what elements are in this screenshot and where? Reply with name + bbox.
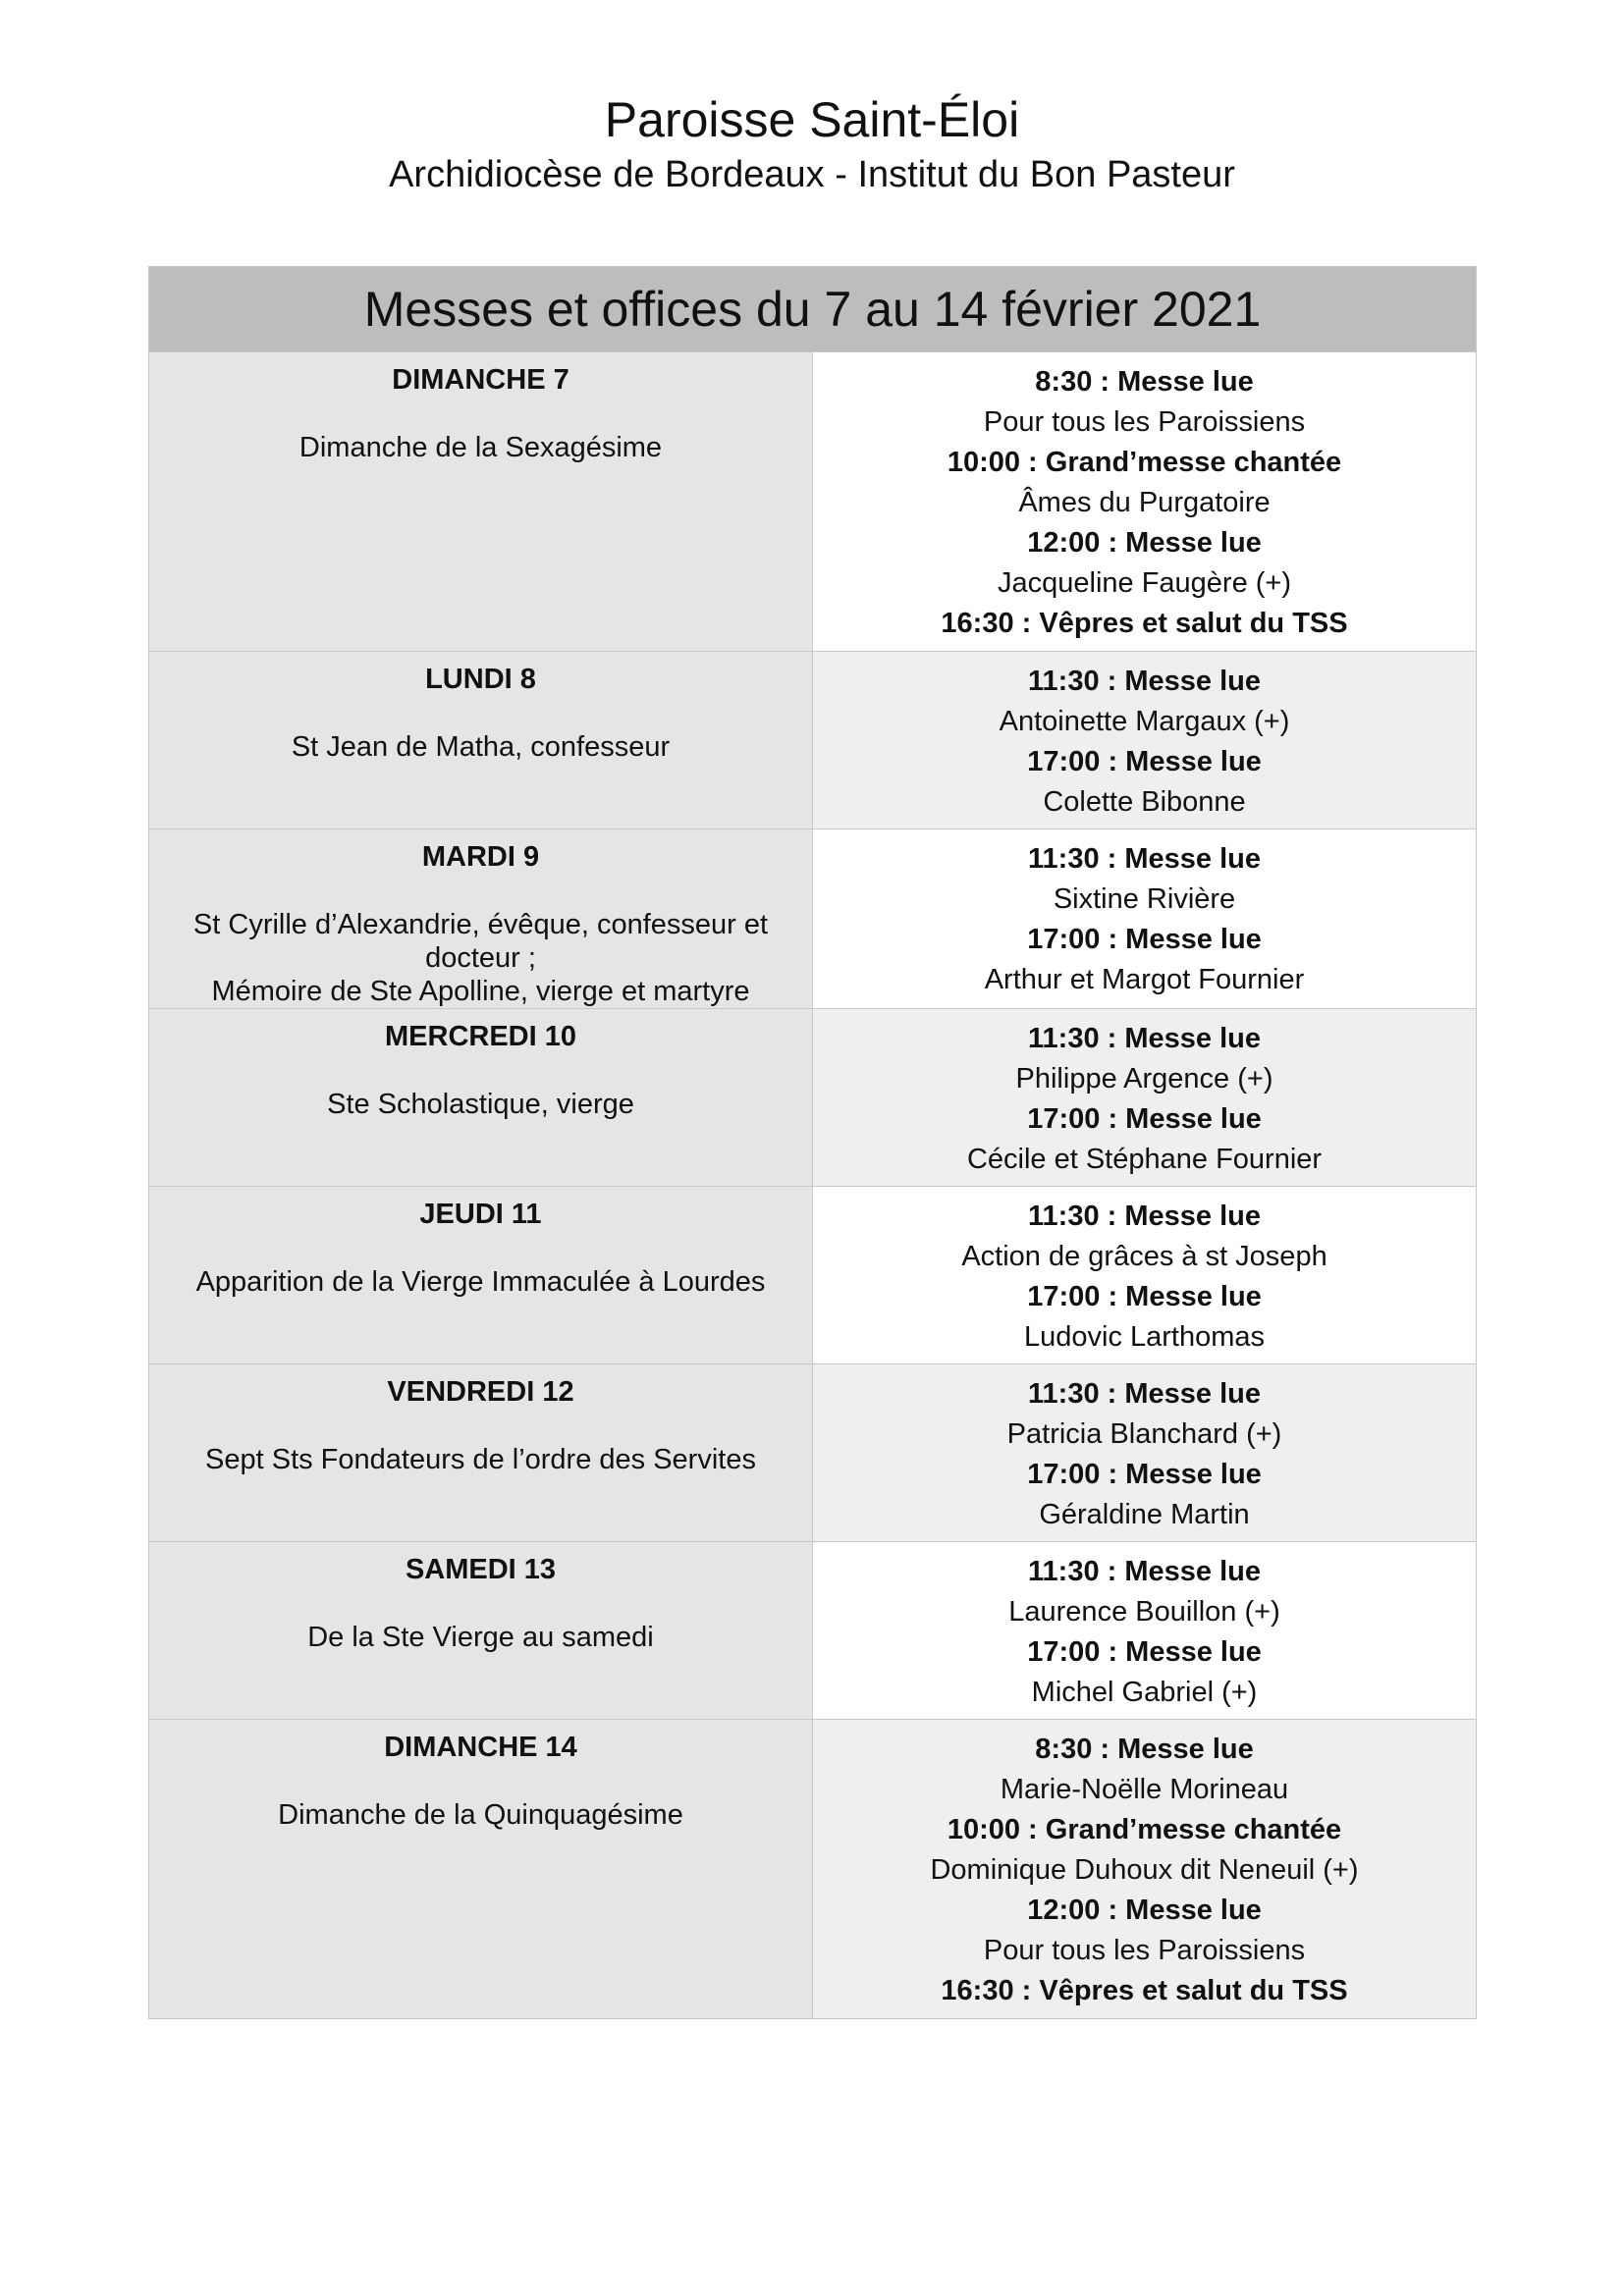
document-header [0, 90, 1624, 198]
mass-time: 12:00 : Messe lue [1027, 527, 1262, 559]
day-cell [149, 1542, 813, 1720]
day-name: MERCREDI 10 [385, 1021, 576, 1052]
mass-cell [813, 1364, 1477, 1542]
mass-time: 8:30 : Messe lue [1035, 1734, 1254, 1765]
mass-intention: Michel Gabriel (+) [1031, 1677, 1258, 1708]
table-row [149, 1720, 1477, 2019]
mass-time: 17:00 : Messe lue [1027, 1281, 1262, 1312]
mass-cell [813, 1542, 1477, 1720]
mass-intention: Dominique Duhoux dit Neneuil (+) [930, 1854, 1359, 1886]
table-heading-row [149, 267, 1477, 352]
mass-cell [813, 1009, 1477, 1187]
day-cell [149, 652, 813, 829]
day-name: VENDREDI 12 [387, 1376, 574, 1408]
day-cell [149, 1009, 813, 1187]
mass-time: 11:30 : Messe lue [1028, 843, 1261, 875]
feast-name: St Jean de Matha, confesseur [291, 731, 671, 763]
mass-time: 11:30 : Messe lue [1028, 1556, 1261, 1587]
table-row [149, 1187, 1477, 1364]
mass-intention: Cécile et Stéphane Fournier [966, 1144, 1323, 1175]
mass-intention: Action de grâces à st Joseph [961, 1241, 1327, 1272]
mass-intention: Colette Bibonne [1043, 786, 1246, 818]
day-name: MARDI 9 [421, 841, 540, 873]
mass-intention: Géraldine Martin [1039, 1499, 1250, 1530]
mass-cell [813, 829, 1477, 1009]
mass-time: 11:30 : Messe lue [1028, 1201, 1261, 1232]
mass-cell [813, 352, 1477, 652]
mass-intention: Antoinette Margaux (+) [999, 706, 1290, 737]
feast-name [149, 908, 812, 1008]
feast-name: Dimanche de la Quinquagésime [278, 1799, 683, 1831]
day-name: LUNDI 8 [425, 664, 536, 695]
table-row [149, 1542, 1477, 1720]
day-name: JEUDI 11 [419, 1199, 542, 1230]
mass-time: 17:00 : Messe lue [1027, 746, 1262, 777]
mass-cell [813, 1187, 1477, 1364]
table-heading: Messes et offices du 7 au 14 février 2021 [149, 267, 1477, 352]
mass-cell [813, 652, 1477, 829]
mass-intention: Marie-Noëlle Morineau [1000, 1774, 1289, 1805]
mass-time: 16:30 : Vêpres et salut du TSS [941, 1975, 1348, 2006]
feast-line: St Cyrille d’Alexandrie, évêque, confesseur et docteur ; [192, 909, 769, 974]
table-row [149, 1364, 1477, 1542]
parish-subtitle: Archidiocèse de Bordeaux - Institut du Bon Pasteur [389, 154, 1235, 195]
mass-intention: Laurence Bouillon (+) [1008, 1596, 1280, 1628]
mass-intention: Jacqueline Faugère (+) [997, 567, 1292, 599]
mass-time: 17:00 : Messe lue [1027, 1636, 1262, 1668]
day-cell [149, 1364, 813, 1542]
schedule-table [148, 266, 1477, 2019]
feast-name: Apparition de la Vierge Immaculée à Lourdes [195, 1266, 766, 1298]
mass-time: 11:30 : Messe lue [1028, 1023, 1261, 1054]
day-name: DIMANCHE 14 [384, 1732, 577, 1763]
table-row [149, 652, 1477, 829]
table-row [149, 352, 1477, 652]
mass-time: 10:00 : Grand’messe chantée [947, 1814, 1342, 1845]
mass-time: 17:00 : Messe lue [1027, 924, 1262, 955]
feast-name: Ste Scholastique, vierge [327, 1089, 634, 1120]
day-cell [149, 352, 813, 652]
mass-cell [813, 1720, 1477, 2019]
day-cell [149, 1187, 813, 1364]
feast-line: Mémoire de Ste Apolline, vierge et martyre [211, 976, 750, 1007]
table-row [149, 1009, 1477, 1187]
mass-intention: Pour tous les Paroissiens [983, 406, 1306, 438]
feast-name: De la Ste Vierge au samedi [307, 1622, 654, 1653]
mass-time: 17:00 : Messe lue [1027, 1103, 1262, 1135]
day-cell [149, 1720, 813, 2019]
day-name: DIMANCHE 7 [392, 364, 569, 396]
mass-time: 12:00 : Messe lue [1027, 1895, 1262, 1926]
mass-intention: Arthur et Margot Fournier [984, 964, 1305, 995]
feast-name: Dimanche de la Sexagésime [298, 432, 663, 463]
feast-name: Sept Sts Fondateurs de l’ordre des Servites [205, 1444, 756, 1475]
mass-intention: Âmes du Purgatoire [1018, 487, 1271, 518]
mass-intention: Ludovic Larthomas [1023, 1321, 1266, 1353]
mass-intention: Pour tous les Paroissiens [983, 1935, 1306, 1966]
parish-title: Paroisse Saint-Éloi [604, 92, 1020, 147]
mass-time: 11:30 : Messe lue [1028, 666, 1261, 697]
mass-time: 11:30 : Messe lue [1028, 1378, 1261, 1410]
mass-intention: Patricia Blanchard (+) [1006, 1418, 1282, 1450]
table-row [149, 829, 1477, 1009]
mass-time: 16:30 : Vêpres et salut du TSS [941, 608, 1348, 639]
mass-intention: Philippe Argence (+) [1015, 1063, 1273, 1095]
day-name: SAMEDI 13 [405, 1554, 557, 1585]
mass-intention: Sixtine Rivière [1053, 883, 1236, 915]
mass-time: 8:30 : Messe lue [1035, 366, 1254, 398]
mass-time: 10:00 : Grand’messe chantée [947, 447, 1342, 478]
mass-time: 17:00 : Messe lue [1027, 1459, 1262, 1490]
day-cell [149, 829, 813, 1009]
